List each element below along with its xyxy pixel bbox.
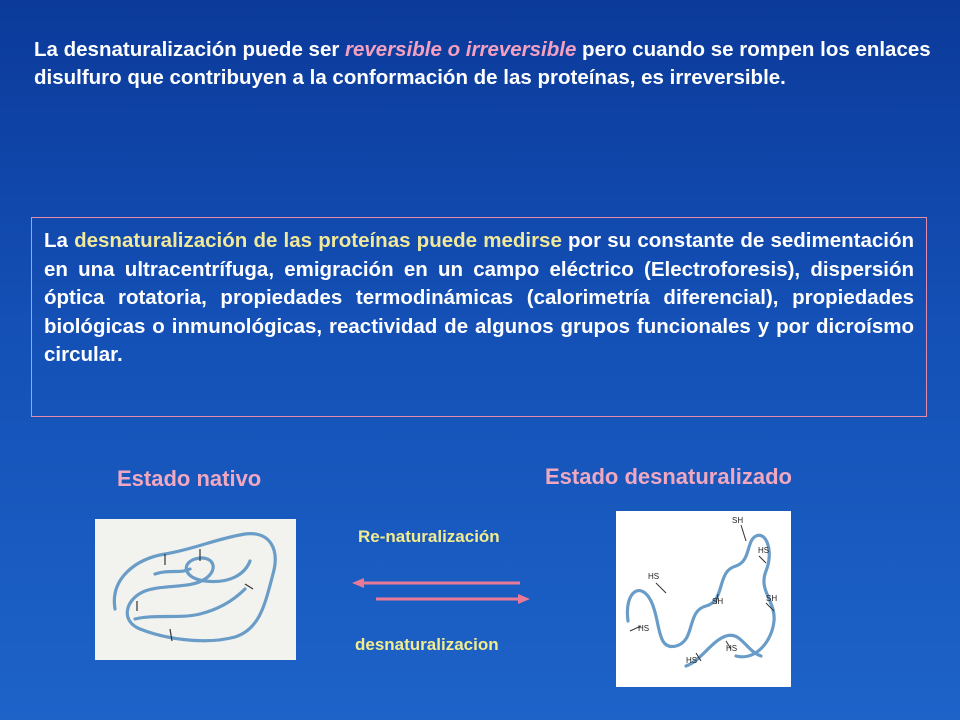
measurement-highlight: desnaturalización de las proteínas puede medirse bbox=[74, 229, 562, 252]
sulfhydryl-label: SH bbox=[766, 594, 778, 603]
sulfhydryl-label: SH bbox=[732, 516, 744, 525]
measurement-text-end: por su constante de sedimentación en una ultracentrífuga, emigración en un campo eléctrico (Electroforesis), dispersión óptica rotatoria, propiedades termodinámicas (calorimetría diferencial), propiedades biológicas o inmunológicas, reactividad de algunos grupos funcionales y por dicroísmo circular. bbox=[44, 229, 914, 367]
sulfhydryl-label: HS bbox=[686, 656, 698, 665]
equilibrium-arrows bbox=[350, 575, 535, 611]
sulfhydryl-label: HS bbox=[726, 644, 738, 653]
intro-text-start: La desnaturalización puede ser bbox=[34, 38, 346, 61]
intro-highlight: reversible o irreversible bbox=[345, 38, 577, 61]
native-state-title: Estado nativo bbox=[117, 466, 262, 491]
denatured-protein-image bbox=[616, 511, 791, 687]
sulfhydryl-label: HS bbox=[648, 572, 660, 581]
sulfhydryl-label: HS bbox=[638, 624, 650, 633]
intro-text-end: pero cuando se rompen los enlaces disulfuro que contribuyen a la conformación de las proteínas, es irreversible. bbox=[34, 38, 931, 89]
renaturation-label: Re-naturalización bbox=[358, 527, 500, 546]
measurement-text-start: La bbox=[44, 229, 75, 252]
denaturation-label: desnaturalizacion bbox=[355, 635, 499, 654]
denatured-state-title: Estado desnaturalizado bbox=[545, 464, 792, 489]
measurement-box bbox=[31, 217, 927, 417]
sulfhydryl-label: HS bbox=[758, 546, 770, 555]
intro-paragraph bbox=[34, 36, 934, 92]
sulfhydryl-label: SH bbox=[712, 597, 724, 606]
native-protein-image bbox=[95, 519, 296, 660]
